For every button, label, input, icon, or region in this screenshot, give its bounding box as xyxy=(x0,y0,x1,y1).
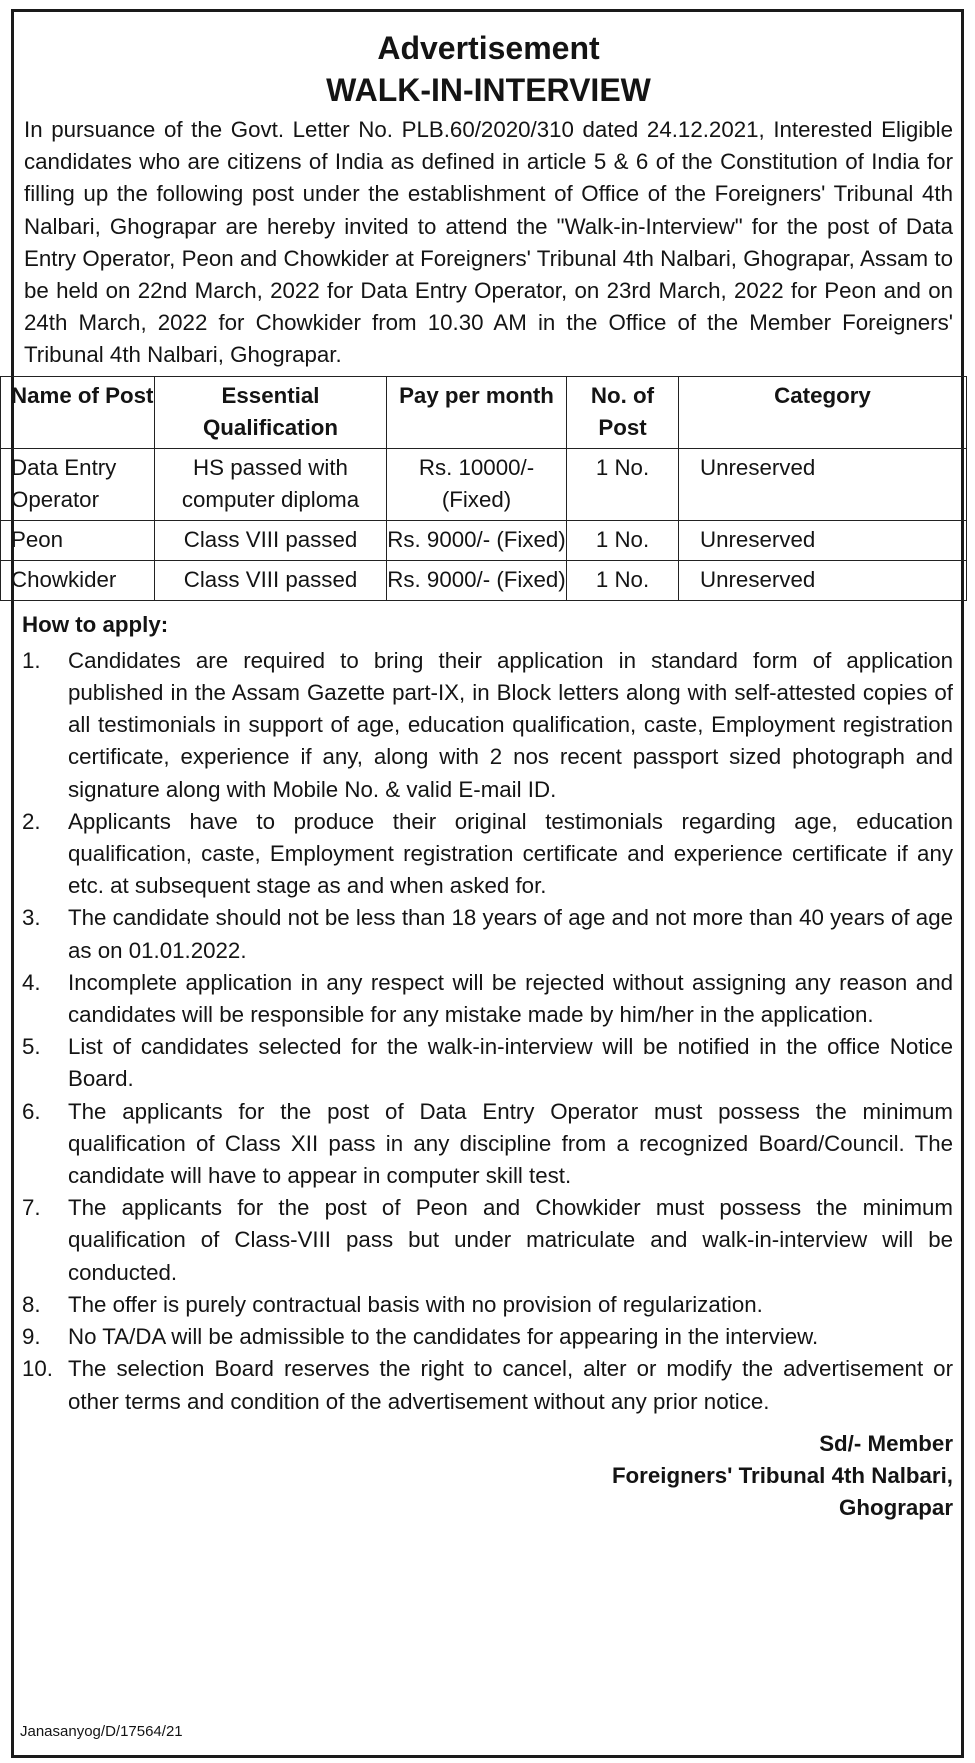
item-number: 3. xyxy=(22,905,41,931)
column-header: Name of Post xyxy=(1,376,155,448)
table-cell: 1 No. xyxy=(567,520,679,560)
item-text: Applicants have to produce their original testimonials regarding age, education qualification, caste, Employment registration certificate and experience certificate if any etc. at subsequent stage as and when asked for. xyxy=(68,808,953,899)
table-cell: Rs. 9000/- (Fixed) xyxy=(387,520,567,560)
item-text: The applicants for the post of Peon and Chowkider must possess the minimum qualification of Class-VIII pass but under matriculate and walk-in-interview will be conducted. xyxy=(68,1195,953,1285)
item-number: 2. xyxy=(22,808,41,834)
item-text: The offer is purely contractual basis with no provision of regularization. xyxy=(68,1291,763,1317)
list-item xyxy=(22,1353,953,1417)
table-cell: Unreserved xyxy=(679,448,967,520)
table-row xyxy=(1,448,967,520)
how-to-apply-heading: How to apply: xyxy=(22,611,169,637)
list-item xyxy=(22,1031,953,1095)
table-cell: HS passed with computer diploma xyxy=(155,448,387,520)
item-text: The applicants for the post of Data Entry Operator must possess the minimum qualification of Class XII pass in any discipline from a recognized Board/Council. The candidate will have to appear in computer skill test. xyxy=(68,1098,953,1189)
table-cell: 1 No. xyxy=(567,448,679,520)
item-text: The candidate should not be less than 18 years of age and not more than 40 years of age as on 01.01.2022. xyxy=(68,905,953,963)
item-number: 8. xyxy=(22,1291,41,1317)
column-header: Essential Qualification xyxy=(155,376,387,448)
item-number: 6. xyxy=(22,1098,41,1124)
table-header-row xyxy=(1,376,967,448)
list-item xyxy=(22,967,953,1031)
posts-table xyxy=(0,376,967,601)
table-cell: Unreserved xyxy=(679,520,967,560)
list-item xyxy=(22,1321,953,1353)
instructions-list xyxy=(22,645,953,1418)
column-header: Category xyxy=(679,376,967,448)
list-item xyxy=(22,1192,953,1289)
item-number: 9. xyxy=(22,1324,41,1350)
table-cell: Data Entry Operator xyxy=(1,448,155,520)
intro-paragraph: In pursuance of the Govt. Letter No. PLB.60/2020/310 dated 24.12.2021, Interested Eligible candidates who are citizens of India as defined in article 5 & 6 of the Constitution of India for filling up the following post under the establishment of Office of the Foreigners' Tribunal 4th Nalbari, Ghograpar are hereby invited to attend the "Walk-in-Interview" for the post of Data Entry Operator, Peon and Chowkider at Foreigners' Tribunal 4th Nalbari, Ghograpar, Assam to be held on 22nd March, 2022 for Data Entry Operator, on 23rd March, 2022 for Peon and on 24th March, 2022 for Chowkider from 10.30 AM in the Office of the Member Foreigners' Tribunal 4th Nalbari, Ghograpar. xyxy=(24,117,953,368)
advertisement-document xyxy=(11,27,953,1524)
table-cell: Unreserved xyxy=(679,560,967,600)
reference-number: Janasanyog/D/17564/21 xyxy=(20,1723,183,1740)
table-cell: Class VIII passed xyxy=(155,560,387,600)
list-item xyxy=(22,902,953,966)
table-row xyxy=(1,520,967,560)
signature-line: Sd/- Member xyxy=(819,1430,953,1456)
item-text: Incomplete application in any respect will be rejected without assigning any reason and candidates will be responsible for any mistake made by him/her in the application. xyxy=(68,969,953,1028)
table-cell: Rs. 9000/- (Fixed) xyxy=(387,560,567,600)
table-cell: 1 No. xyxy=(567,560,679,600)
item-number: 10. xyxy=(22,1356,53,1382)
document-subtitle: WALK-IN-INTERVIEW xyxy=(326,72,651,108)
list-item xyxy=(22,645,953,806)
table-cell: Chowkider xyxy=(1,560,155,600)
item-number: 5. xyxy=(22,1034,41,1060)
list-item xyxy=(22,1289,953,1321)
column-header: No. of Post xyxy=(567,376,679,448)
item-number: 4. xyxy=(22,969,41,995)
list-item xyxy=(22,1096,953,1193)
item-text: No TA/DA will be admissible to the candidates for appearing in the interview. xyxy=(68,1324,819,1350)
item-text: List of candidates selected for the walk-in-interview will be notified in the office Notice Board. xyxy=(68,1034,953,1092)
table-row xyxy=(1,560,967,600)
table-cell: Class VIII passed xyxy=(155,520,387,560)
table-cell: Rs. 10000/- (Fixed) xyxy=(387,448,567,520)
signature-place: Ghograpar xyxy=(839,1495,953,1521)
list-item xyxy=(22,806,953,903)
item-number: 7. xyxy=(22,1195,41,1221)
signature-block xyxy=(24,1428,953,1525)
item-text: The selection Board reserves the right to cancel, alter or modify the advertisement or other terms and condition of the advertisement without any prior notice. xyxy=(68,1356,953,1414)
item-text: Candidates are required to bring their application in standard form of application published in the Assam Gazette part-IX, in Block letters along with self-attested copies of all testimonials in support of age, education qualification, caste, Employment registration certificate, experience if any, along with 2 nos recent passport sized photograph and signature along with Mobile No. & valid E-mail ID. xyxy=(68,647,953,802)
item-number: 1. xyxy=(22,647,41,673)
column-header: Pay per month xyxy=(387,376,567,448)
signature-office: Foreigners' Tribunal 4th Nalbari, xyxy=(611,1462,953,1488)
table-cell: Peon xyxy=(1,520,155,560)
document-title: Advertisement xyxy=(377,30,600,66)
